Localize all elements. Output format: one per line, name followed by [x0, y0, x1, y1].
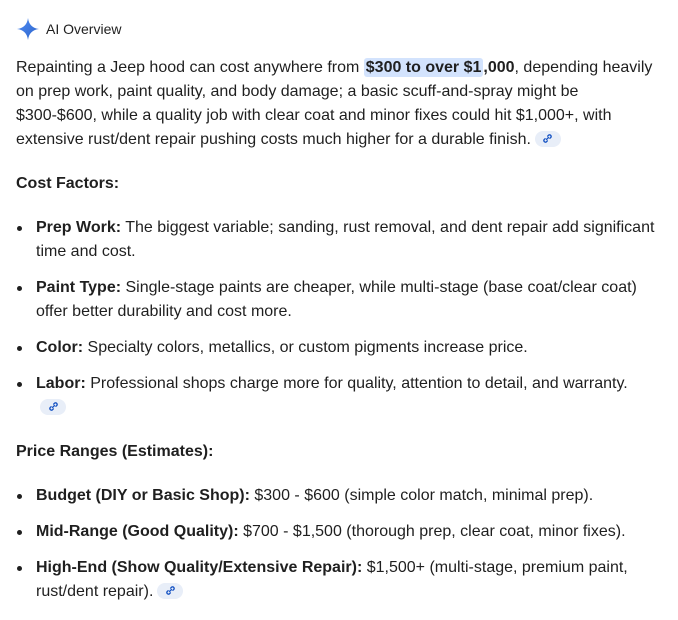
list-item-text: Specialty colors, metallics, or custom pigments increase price. — [83, 339, 528, 356]
list-item-text: Single-stage paints are cheaper, while multi-stage (base coat/clear coat) offer better durability and cost more. — [36, 279, 637, 320]
list-item-label: High-End (Show Quality/Extensive Repair): — [36, 559, 363, 576]
list-item — [16, 216, 656, 264]
price-ranges-list — [16, 484, 656, 604]
overview-content — [16, 56, 656, 616]
list-item — [16, 276, 656, 324]
list-item-text: $300 - $600 (simple color match, minimal prep). — [249, 487, 594, 504]
list-item — [16, 520, 656, 544]
price-ranges-heading: Price Ranges (Estimates): — [16, 443, 214, 460]
source-link-chip[interactable] — [40, 399, 66, 415]
list-item-label: Paint Type: — [36, 279, 122, 296]
list-item — [16, 556, 656, 604]
source-link-chip[interactable] — [535, 131, 561, 147]
source-link-chip[interactable] — [157, 583, 183, 599]
list-item-label: Color: — [36, 339, 84, 356]
sparkle-icon — [16, 17, 40, 41]
list-item-label: Labor: — [36, 375, 86, 392]
list-item-text: Professional shops charge more for quality, attention to detail, and warranty. — [85, 375, 628, 392]
link-icon — [165, 585, 176, 596]
intro-paragraph — [16, 56, 656, 152]
list-item — [16, 372, 656, 420]
price-highlight[interactable]: $300 to over $1 — [365, 59, 482, 76]
cost-factors-list — [16, 216, 656, 420]
list-item-label: Mid-Range (Good Quality): — [36, 523, 239, 540]
price-highlight-tail: ,000 — [483, 59, 515, 76]
intro-text-start: Repainting a Jeep hood can cost anywhere from — [16, 59, 364, 76]
header-title: AI Overview — [46, 21, 122, 37]
link-icon — [48, 401, 59, 412]
link-icon — [542, 133, 553, 144]
list-item — [16, 336, 656, 360]
list-item-text: $700 - $1,500 (thorough prep, clear coat, minor fixes). — [238, 523, 626, 540]
list-item — [16, 484, 656, 508]
list-item-label: Prep Work: — [36, 219, 122, 236]
intro-text-end: , depending heavily on prep work, paint quality, and body damage; a basic scuff-and-spray might be $300-$600, while a quality job with clear coat and minor fixes could hit $1,000+, with extensive rust/dent repair pushing costs much higher for a durable finish. — [16, 59, 653, 148]
list-item-text: The biggest variable; sanding, rust removal, and dent repair add significant time and cost. — [36, 219, 655, 260]
cost-factors-heading: Cost Factors: — [16, 175, 120, 192]
ai-overview-header — [16, 17, 121, 41]
list-item-label: Budget (DIY or Basic Shop): — [36, 487, 250, 504]
list-item-text: $1,500+ (multi-stage, premium paint, rust/dent repair). — [36, 559, 628, 600]
